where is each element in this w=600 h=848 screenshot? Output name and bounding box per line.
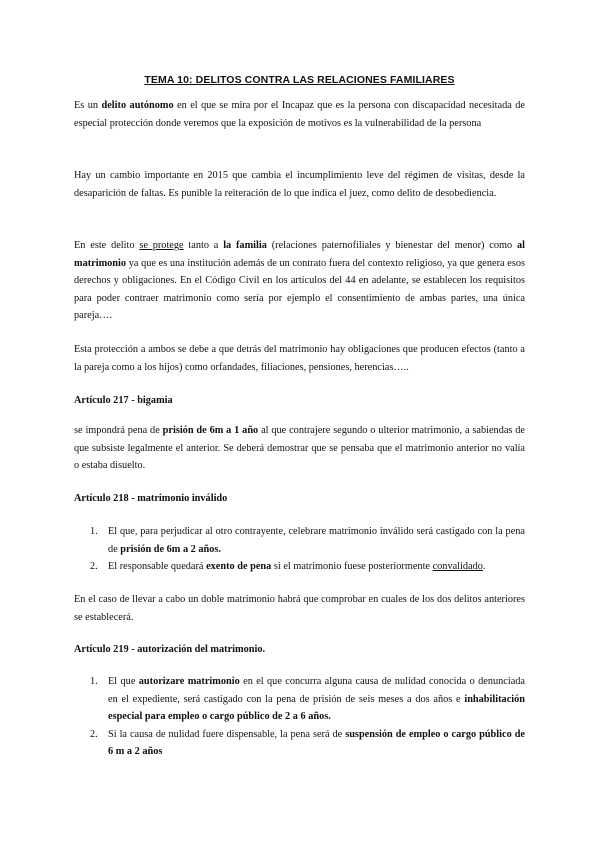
list-number: 2.	[90, 561, 98, 572]
list-number: 1.	[90, 676, 98, 687]
list-number: 2.	[90, 728, 98, 740]
paragraph-article-217	[74, 422, 525, 475]
list-item	[74, 726, 525, 761]
text: en el que concurra alguna causa de nulidad conocida o denunciada en el expediente, será castigado con la pena de prisión de seis meses a dos años e	[108, 676, 525, 705]
text: Es un	[74, 100, 102, 111]
text: El que	[108, 676, 139, 687]
text: Si la causa de nulidad fuere dispensable, la pena será de	[108, 728, 346, 740]
list-article-218	[74, 523, 525, 576]
text: El responsable quedará	[108, 561, 207, 572]
heading-article-218: Artículo 218 - matrimonio inválido	[74, 493, 228, 504]
bold-term: inhabilitación especial para empleo o cargo público de 2 a 6 años.	[108, 693, 525, 722]
list-item	[74, 673, 525, 726]
text: ya que es una institución además de un contrato fuera del contexto religioso, ya que genera esos derechos y obligaciones. En el Código Civil en los artículos del 44 en adelante, se establecen los requisitos para poder contraer matrimonio como sería por ejemplo el consentimiento de ambas partes, una única pareja….	[74, 257, 525, 321]
text: si el matrimonio fuese posteriormente	[271, 561, 433, 572]
bold-term: delito autónomo	[101, 100, 174, 111]
list-item	[74, 558, 525, 576]
bold-term: prisión de 6m a 1 año	[162, 425, 259, 436]
heading-article-219: Artículo 219 - autorización del matrimonio.	[74, 644, 266, 655]
bold-term: exento de pena	[206, 561, 272, 572]
paragraph-intro	[74, 97, 525, 132]
bold-term: suspensión de empleo o cargo público de 6 m a 2 años	[108, 728, 525, 757]
list-number: 1.	[90, 526, 98, 537]
bold-term: al matrimonio	[74, 240, 525, 269]
paragraph-reform-2015: Hay un cambio importante en 2015 que cambia el incumplimiento leve del régimen de visitas, desde la desaparición de faltas. Es punible la reiteración de lo que indica el juez, como delito de desobediencia.	[74, 170, 525, 199]
text: tanto a	[183, 240, 224, 251]
bold-term: autorizare matrimonio	[138, 676, 240, 687]
underlined-term: convalidado	[432, 561, 483, 572]
text: al que contrajere segundo o ulterior matrimonio, a sabiendas de que subsiste legalmente el anterior. Se deberá demostrar que se pensaba que el matrimonio anterior no valía o estaba disuelto.	[74, 425, 526, 471]
text: en el que se mira por el Incapaz que es la persona con discapacidad necesitada de especial protección donde veremos que la exposición de motivos es la vulnerabilidad de la persona	[74, 100, 525, 129]
text: El que, para perjudicar al otro contrayente, celebrare matrimonio inválido será castigado con la pena de	[108, 526, 525, 555]
underlined-term: se protege	[139, 240, 184, 251]
text: En este delito	[74, 240, 140, 251]
list-article-219	[74, 673, 525, 761]
paragraph-protected-interest	[74, 237, 525, 325]
text: se impondrá pena de	[74, 425, 163, 436]
heading-article-217: Artículo 217 - bigamia	[74, 395, 173, 406]
paragraph-obligations: Esta protección a ambos se debe a que detrás del matrimonio hay obligaciones que producen efectos (tanto a la pareja como a los hijos) como orfandades, filiaciones, pensiones, herencias…..	[74, 344, 525, 373]
text: .	[482, 561, 486, 572]
document-title: TEMA 10: DELITOS CONTRA LAS RELACIONES FAMILIARES	[144, 74, 455, 86]
paragraph-double-marriage: En el caso de llevar a cabo un doble matrimonio habrá que comprobar en cuales de los dos delitos anteriores se establecerá.	[74, 594, 525, 623]
bold-term: la familia	[223, 240, 267, 251]
bold-term: prisión de 6m a 2 años.	[120, 543, 221, 555]
list-item	[74, 523, 525, 558]
text: (relaciones paternofiliales y bienestar del menor) como	[266, 240, 517, 251]
